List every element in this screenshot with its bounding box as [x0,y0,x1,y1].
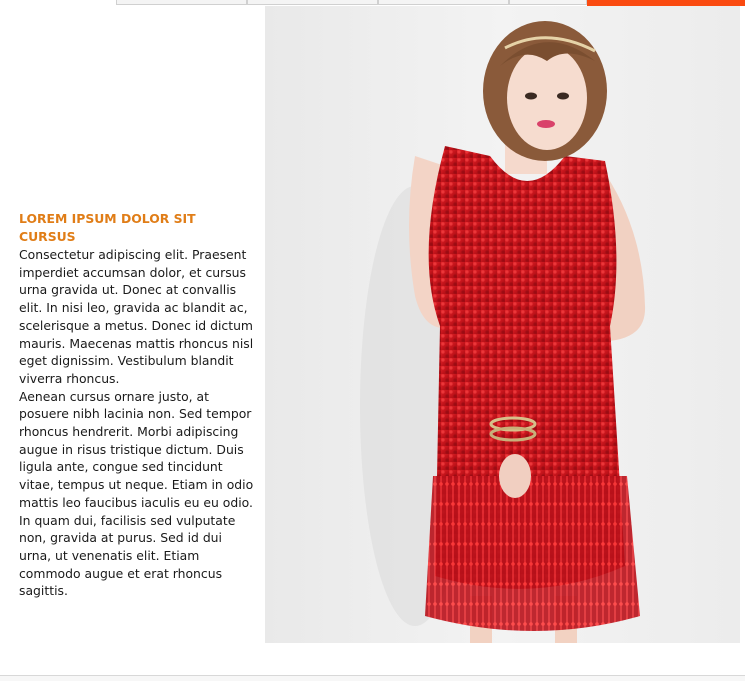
left-eye [525,93,537,100]
dress-illustration [265,6,740,643]
right-eye [557,93,569,100]
hand [499,454,531,498]
lips [537,120,555,128]
tab-2[interactable] [247,0,378,5]
article-paragraph-2: Aenean cursus ornare justo, at posuere nibh lacinia non. Sed tempor rhoncus hendrerit. Morbi adipiscing augue in risus tristique dictum. Duis ligula ante, congue sed tincidunt vitae, tempus ut neque. Etiam in odio mattis leo faucibus iaculis eu eu odio. In quam dui, facilisis sed vulputate non, gravida at purus. Sed id dui urna, ut venenatis elit. Etiam commodo augue et erat rhoncus sagittis. [19,388,254,599]
tab-3[interactable] [378,0,509,5]
tab-4[interactable] [509,0,587,5]
article-block [19,210,255,600]
tab-1[interactable] [116,0,247,5]
article-title: LOREM IPSUM DOLOR SIT CURSUS [19,211,196,244]
product-photo [265,6,740,643]
face [507,46,587,150]
bottom-scroll-bar[interactable] [0,675,745,681]
article-paragraph-1: Consectetur adipiscing elit. Praesent imperdiet accumsan dolor, et cursus urna gravida ut. Donec at convallis elit. In nisi leo, gravida ac blandit ac, scelerisque a metus. Donec id dictum mauris. Maecenas mattis rhoncus nisl eget dignissim. Vestibulum blandit viverra rhoncus. [19,247,254,386]
dress-fringe [425,476,640,631]
